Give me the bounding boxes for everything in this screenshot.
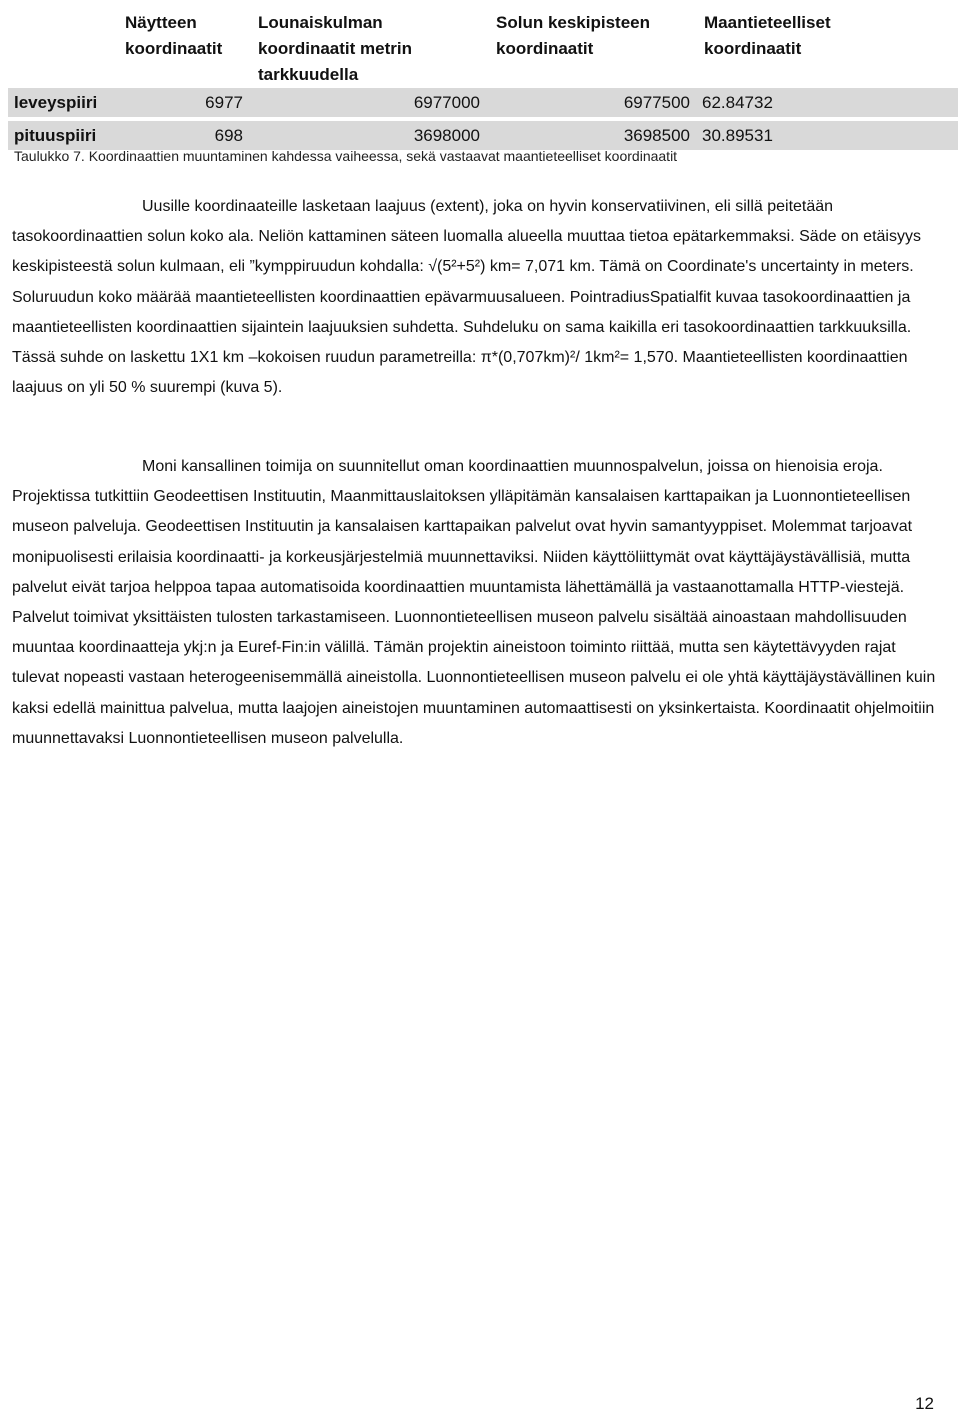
header-line: koordinaatit	[125, 39, 223, 58]
header-cell-center-coordinates	[496, 10, 650, 62]
header-line: Maantieteelliset	[704, 13, 831, 32]
coordinates-table	[8, 6, 958, 145]
header-geographic-coordinates	[704, 10, 831, 62]
header-line: Lounaiskulman	[258, 13, 383, 32]
paragraph-extent	[12, 192, 937, 403]
cell-sample: 698	[214, 126, 243, 145]
cell-southwest: 6977000	[413, 93, 480, 112]
header-southwest-coordinates	[258, 10, 412, 88]
cell-southwest: 3698000	[413, 126, 480, 145]
header-line: Näytteen	[125, 13, 197, 32]
header-line: koordinaatit metrin	[258, 39, 412, 58]
cell-center: 6977500	[623, 93, 690, 112]
paragraph-text: Moni kansallinen toimija on suunnitellut oman koordinaattien muunnospalvelun, joissa on hienoisia eroja. Projektissa tutkittiin Geodeettisen Instituutin, Maanmittauslaitoksen ylläpitämän kansalaisen karttapaikan ja Luonnontieteellisen museon palveluja. Geodeettisen Instituutin ja kansalaisen karttapaikan palvelut ovat hyvin samantyyppiset. Molemmat tarjoavat monipuolisesti erilaisia koordinaatti- ja korkeusjärjestelmiä muunnettaviksi. Niiden käyttöliittymät ovat käyttäjäystävällisiä, mutta palvelut eivät tarjoa helppoa tapaa automatisoida koordinaattien muuntamista lähettämällä ja vastaanottamalla HTTP-viestejä. Palvelut toimivat yksittäisten tulosten tarkastamiseen. Luonnontieteellisen museon palvelu sisältää ainoastaan mahdollisuuden muuntaa koordinaatteja ykj:n ja Euref-Fin:in välillä. Tämän projektin aineistoon toiminto riittää, mutta sen käytettävyyden rajat tulevat nopeasti vastaan heterogeenisemmällä aineistolla. Luonnontieteellisen museon palvelu ei ole yhtä käyttäjäystävällinen kuin kaksi edellä mainittua palvelua, mutta laajojen aineistojen muuntaminen automaattisesti on yksinkertaista. Koordinaatit ohjelmoitiin muunnettavaksi Luonnontieteellisen museon palvelulla.	[12, 458, 936, 747]
header-line: koordinaatit	[704, 39, 802, 58]
table-row	[8, 88, 958, 117]
header-line: koordinaatit	[496, 39, 594, 58]
header-line: tarkkuudella	[258, 65, 359, 84]
header-sample-coordinates	[125, 10, 222, 62]
header-line: Solun keskipisteen	[496, 13, 650, 32]
cell-center: 3698500	[623, 126, 690, 145]
table-row	[8, 121, 958, 150]
cell-geographic: 30.89531	[702, 126, 773, 145]
paragraph-text: Uusille koordinaateille lasketaan laajuus (extent), joka on hyvin konservatiivinen, eli sillä peitetään tasokoordinaattien solun koko ala. Neliön kattaminen säteen luomalla alueella muuttaa tietoa epätarkemmaksi. Säde on etäisyys keskipisteestä solun kulmaan, eli ”kymppiruudun kohdalla: √(5²+5²) km= 7,071 km. Tämä on Coordinate's uncertainty in meters. Soluruudun koko määrää maantieteellisten koordinaattien epävarmuusalueen. PointradiusSpatialfit kuvaa tasokoordinaattien ja maantieteellisten koordinaattien sijaintein laajuuksien suhdetta. Suhdeluku on sama kaikilla eri tasokoordinaattien tarkkuuksilla. Tässä suhde on laskettu 1X1 km –kokoisen ruudun parametreilla: π*(0,707km)²/ 1km²= 1,570. Maantieteellisten koordinaattien laajuus on yli 50 % suurempi (kuva 5).	[12, 198, 921, 397]
cell-sample: 6977	[205, 93, 243, 112]
table-caption: Taulukko 7. Koordinaattien muuntaminen kahdessa vaiheessa, sekä vastaavat maantieteelliset koordinaatit	[14, 148, 678, 164]
page-number: 12	[915, 1394, 934, 1413]
cell-geographic: 62.84732	[702, 93, 773, 112]
table-header	[8, 6, 958, 88]
row-label: leveyspiiri	[14, 93, 98, 112]
row-label: pituuspiiri	[14, 126, 97, 145]
paragraph-services	[12, 452, 937, 754]
